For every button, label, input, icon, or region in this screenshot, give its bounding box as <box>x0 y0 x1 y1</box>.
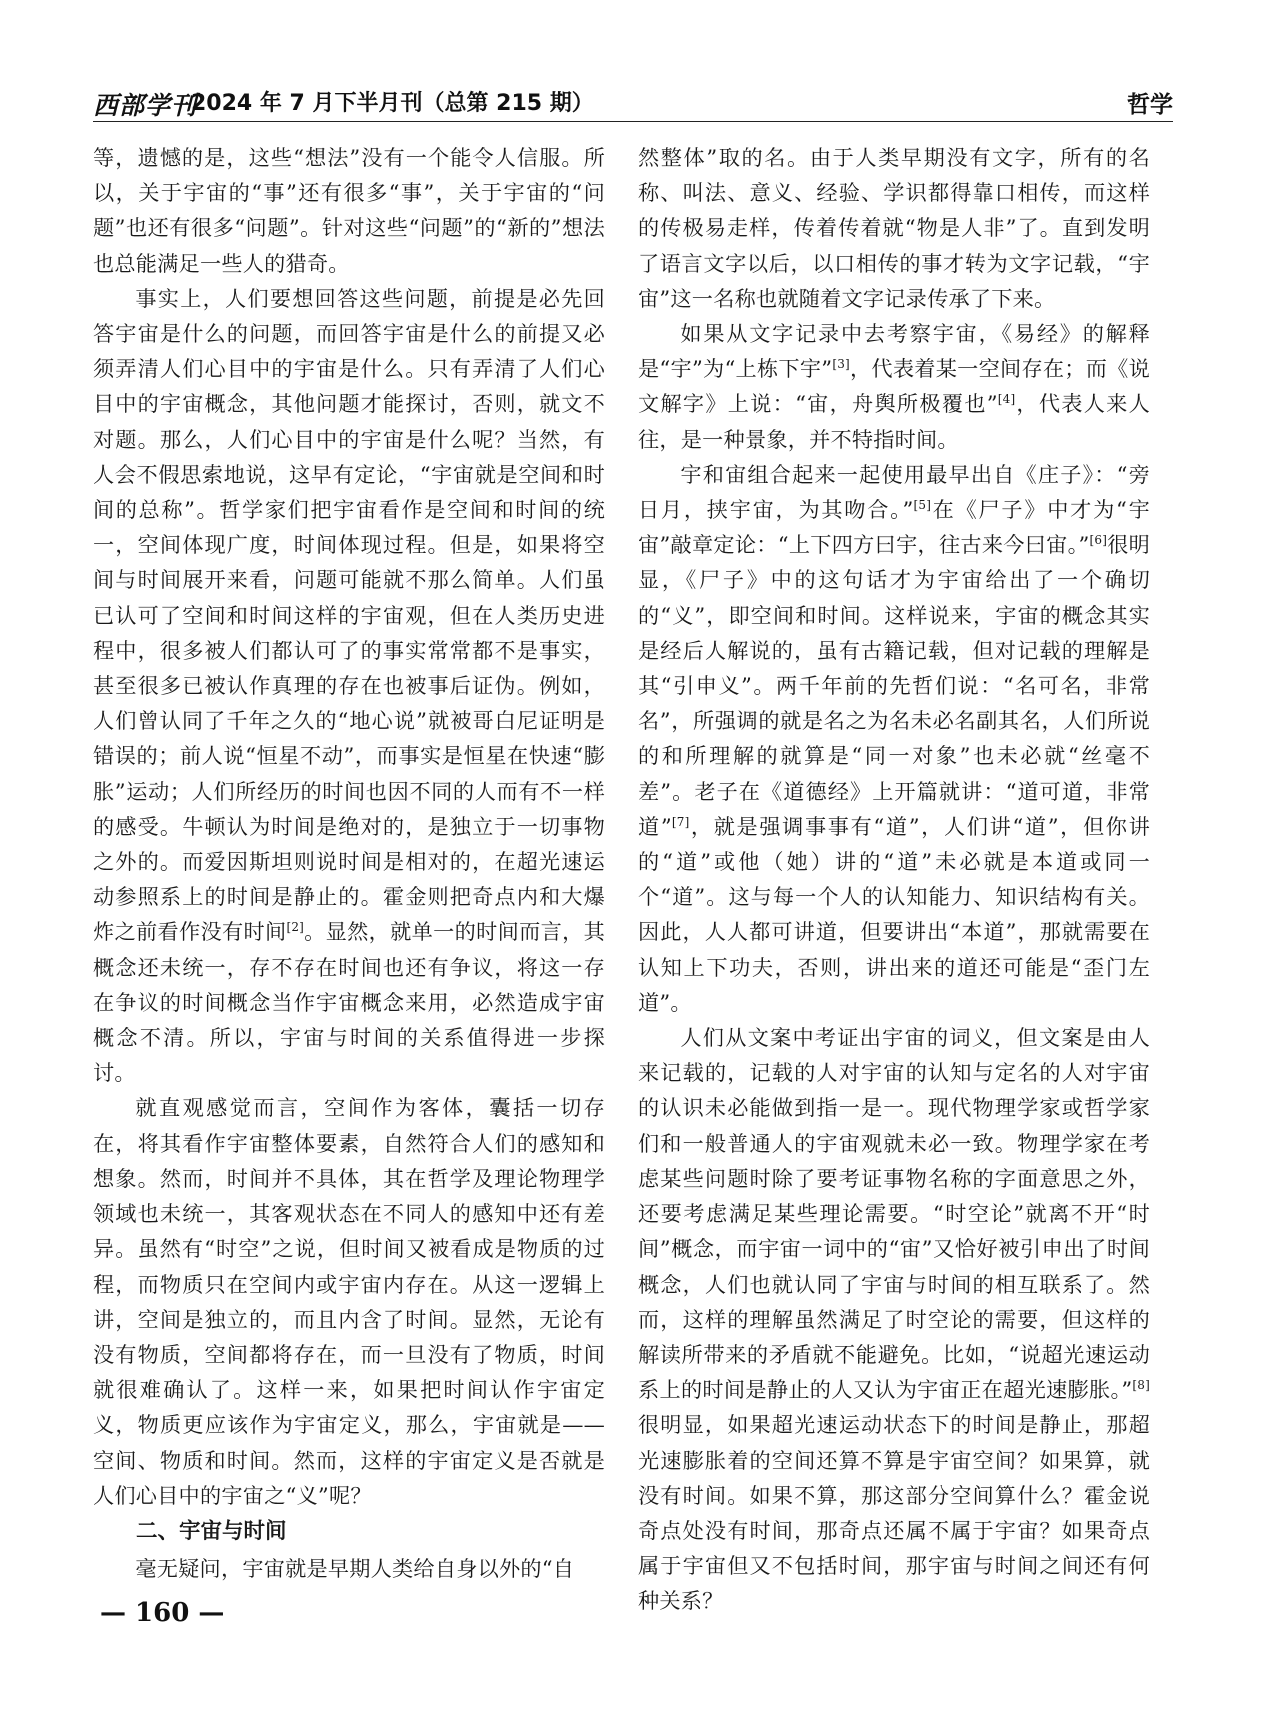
issue-info: 2024 年 7 月下半月刊（总第 215 期） <box>191 91 594 116</box>
right-column <box>638 140 1150 1619</box>
paragraph: 等，遗憾的是，这些“想法”没有一个能令人信服。所以，关于宇宙的“事”还有很多“事”，关于宇宙的“问题”也还有很多“问题”。针对这些“问题”的“新的”想法也总能满足一些人的猎奇。 <box>93 145 605 276</box>
citation-ref: [5] <box>913 497 932 512</box>
paragraph-text: 在《尸子》中才为“宇宙”敲章定论：“上下四方曰宇，往古来今曰宙。” <box>638 497 1150 558</box>
paragraph <box>638 457 1150 1020</box>
citation-ref: [6] <box>1089 533 1108 548</box>
page-number: — 160 — <box>100 1598 225 1628</box>
paragraph-text: 很明显，如果超光速运动状态下的时间是静止，那超光速膨胀着的空间还算不算是宇宙空间？如果算，就没有时间。如果不算，那这部分空间算什么？霍金说奇点处没有时间，那奇点还属不属于宇宙？如果奇点属于宇宙但又不包括时间，那宇宙与时间之间还有何种关系？ <box>638 1412 1150 1614</box>
paragraph-text: ，就是强调事事有“道”，人们讲“道”，但你讲的“道”或他（她）讲的“道”未必就是本道或同一个“道”。这与每一个人的认知能力、知识结构有关。因此，人人都可讲道，但要讲出“本道”，那就需要在认知上下功夫，否则，讲出来的道还可能是“歪门左道”。 <box>638 813 1151 1015</box>
journal-logo: 西部学刊 <box>93 91 198 120</box>
section-label: 哲学 <box>1127 92 1173 118</box>
paragraph-text: 如果从文字记录中去考察宇宙，《易经》的解释是“宇”为“上栋下宇” <box>638 321 1150 382</box>
running-header <box>93 84 1173 120</box>
citation-ref: [4] <box>997 392 1016 407</box>
paragraph <box>638 1020 1150 1618</box>
citation-ref: [3] <box>832 357 850 372</box>
header-rule <box>93 121 1173 122</box>
paragraph <box>638 316 1150 457</box>
paragraph: 就直观感觉而言，空间作为客体，囊括一切存在，将其看作宇宙整体要素，自然符合人们的感知和想象。然而，时间并不具体，其在哲学及理论物理学领域也未统一，其客观状态在不同人的感知中还有差异。虽然有“时空”之说，但时间又被看成是物质的过程，而物质只在空间内或宇宙内存在。从这一逻辑上讲，空间是独立的，而且内含了时间。显然，无论有没有物质，空间都将存在，而一旦没有了物质，时间就很难确认了。这样一来，如果把时间认作宇宙定义，物质更应该作为宇宙定义，那么，宇宙就是——空间、物质和时间。然而，这样的宇宙定义是否就是人们心目中的宇宙之“义”呢？ <box>93 1095 605 1508</box>
citation-ref: [8] <box>1132 1378 1150 1393</box>
citation-ref: [7] <box>671 814 690 829</box>
paragraph-text: 很明显，《尸子》中的这句话才为宇宙给出了一个确切的“义”，即空间和时间。这样说来，宇宙的概念其实是经后人解说的，虽有古籍记载，但对记载的理解是其“引申义”。两千年前的先哲们说：“名可名，非常名”，所强调的就是名之为名未必名副其名，人们所说的和所理解的就算是“同一对象”也未必就“丝毫不差”。老子在《道德经》上开篇就讲：“道可道，非常道” <box>638 532 1150 839</box>
paragraph-text: 事实上，人们要想回答这些问题，前提是必先回答宇宙是什么的问题，而回答宇宙是什么的前提又必须弄清人们心目中的宇宙是什么。只有弄清了人们心目中的宇宙概念，其他问题才能探讨，否则，就文不对题。那么，人们心目中的宇宙是什么呢？当然，有人会不假思索地说，这早有定论，“宇宙就是空间和时间的总称”。哲学家们把宇宙看作是空间和时间的统一，空间体现广度，时间体现过程。但是，如果将空间与时间展开来看，问题可能就不那么简单。人们虽已认可了空间和时间这样的宇宙观，但在人类历史进程中，很多被人们都认可了的事实常常都不是事实，甚至很多已被认作真理的存在也被事后证伪。例如，人们曾认同了千年之久的“地心说”就被哥白尼证明是错误的；前人说“恒星不动”，而事实是恒星在快速“膨胀”运动；人们所经历的时间也因不同的人而有不一样的感受。牛顿认为时间是绝对的，是独立于一切事物之外的。而爱因斯坦则说时间是相对的，在超光速运动参照系上的时间是静止的。霍金则把奇点内和大爆炸之前看作没有时间 <box>93 285 605 945</box>
paragraph-text: 人们从文案中考证出宇宙的词义，但文案是由人来记载的，记载的人对宇宙的认知与定名的人对宇宙的认识未必能做到指一是一。现代物理学家或哲学家们和一般普通人的宇宙观就未必一致。物理学家在考虑某些问题时除了要考证事物名称的字面意思之外，还要考虑满足某些理论需要。“时空论”就离不开“时间”概念，而宇宙一词中的“宙”又恰好被引申出了时间概念，人们也就认同了宇宙与时间的相互联系了。然而，这样的理解虽然满足了时空论的需要，但这样的解读所带来的矛盾就不能避免。比如，“说超光速运动系上的时间是静止的人又认为宇宙正在超光速膨胀。” <box>638 1025 1150 1403</box>
paragraph-text: ，代表人来人往，是一种景象，并不特指时间。 <box>638 391 1150 452</box>
left-column <box>93 140 605 1586</box>
section-heading: 二、宇宙与时间 <box>136 1518 287 1544</box>
paragraph-text: 。显然，就单一的时间而言，其概念还未统一，存不存在时间也还有争议，将这一存在争议的时间概念当作宇宙概念来用，必然造成宇宙概念不清。所以，宇宙与时间的关系值得进一步探讨。 <box>93 919 605 1086</box>
paragraph: 毫无疑问，宇宙就是早期人类给自身以外的“自 <box>135 1555 575 1581</box>
paragraph <box>93 281 605 1091</box>
paragraph-text: 宇和宙组合起来一起使用最早出自《庄子》：“旁日月，挟宇宙，为其吻合。” <box>638 461 1150 523</box>
paragraph-text: ，代表着某一空间存在；而《说文解字》上说：“宙，舟舆所极覆也” <box>638 356 1150 417</box>
paragraph: 然整体”取的名。由于人类早期没有文字，所有的名称、叫法、意义、经验、学识都得靠口相传，而这样的传极易走样，传着传着就“物是人非”了。直到发明了语言文字以后，以口相传的事才转为文字记载，“宇宙”这一名称也就随着文字记录传承了下来。 <box>638 145 1150 311</box>
citation-ref: [2] <box>286 920 305 935</box>
